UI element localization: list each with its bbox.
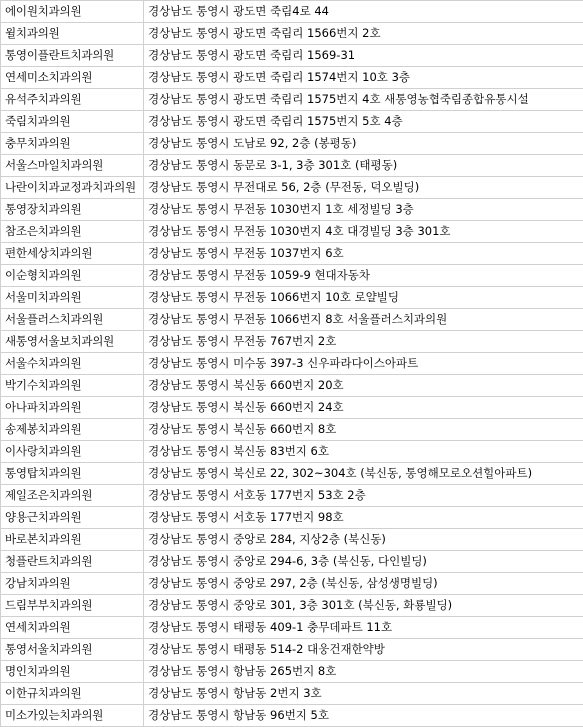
table-row: [1, 485, 583, 507]
clinic-address-cell: 경상남도 통영시 북신동 660번지 24호: [144, 397, 583, 419]
table-row: [1, 23, 583, 45]
clinic-name-cell: 통영이플란트치과의원: [1, 45, 144, 67]
table-row: [1, 67, 583, 89]
clinic-name-cell: 양용근치과의원: [1, 507, 144, 529]
table-row: [1, 419, 583, 441]
clinic-address-cell: 경상남도 통영시 무전동 1066번지 8호 서울플러스치과의원: [144, 309, 583, 331]
clinic-name-cell: 편한세상치과의원: [1, 243, 144, 265]
table-row: [1, 89, 583, 111]
clinic-name-cell: 미소가있는치과의원: [1, 705, 144, 727]
table-row: [1, 705, 583, 727]
clinic-address-cell: 경상남도 통영시 서호동 177번지 98호: [144, 507, 583, 529]
clinic-name-cell: 박기수치과의원: [1, 375, 144, 397]
clinic-name-cell: 서울플러스치과의원: [1, 309, 144, 331]
clinic-address-cell: 경상남도 통영시 북신동 660번지 8호: [144, 419, 583, 441]
clinic-address-cell: 경상남도 통영시 항남동 96번지 5호: [144, 705, 583, 727]
clinic-address-cell: 경상남도 통영시 무전동 1030번지 4호 대경빌딩 3층 301호: [144, 221, 583, 243]
clinic-name-cell: 새통영서울보치과의원: [1, 331, 144, 353]
clinic-address-cell: 경상남도 통영시 무전동 1037번지 6호: [144, 243, 583, 265]
clinic-address-cell: 경상남도 통영시 광도면 죽림4로 44: [144, 1, 583, 23]
table-row: [1, 661, 583, 683]
table-row: [1, 529, 583, 551]
clinic-address-cell: 경상남도 통영시 미수동 397-3 신우파라다이스아파트: [144, 353, 583, 375]
table-row: [1, 551, 583, 573]
clinic-name-cell: 연세미소치과의원: [1, 67, 144, 89]
clinic-name-cell: 에이원치과의원: [1, 1, 144, 23]
clinic-name-cell: 참조은치과의원: [1, 221, 144, 243]
clinic-address-cell: 경상남도 통영시 광도면 죽림리 1569-31: [144, 45, 583, 67]
table-row: [1, 133, 583, 155]
table-row: [1, 573, 583, 595]
table-row: [1, 507, 583, 529]
clinic-address-cell: 경상남도 통영시 북신동 660번지 20호: [144, 375, 583, 397]
clinic-address-cell: 경상남도 통영시 무전동 1030번지 1호 세정빌딩 3층: [144, 199, 583, 221]
clinic-address-cell: 경상남도 통영시 태평동 514-2 대웅건재한약방: [144, 639, 583, 661]
table-row: [1, 45, 583, 67]
table-row: [1, 595, 583, 617]
clinic-address-cell: 경상남도 통영시 북신로 22, 302~304호 (북신동, 통영해모로오션힐아파트): [144, 463, 583, 485]
clinic-address-cell: 경상남도 통영시 중앙로 294-6, 3층 (북신동, 다인빌딩): [144, 551, 583, 573]
clinic-address-cell: 경상남도 통영시 중앙로 301, 3층 301호 (북신동, 화룡빌딩): [144, 595, 583, 617]
clinic-name-cell: 이순형치과의원: [1, 265, 144, 287]
table-row: [1, 177, 583, 199]
clinic-name-cell: 송제봉치과의원: [1, 419, 144, 441]
clinic-name-cell: 강남치과의원: [1, 573, 144, 595]
table-row: [1, 683, 583, 705]
clinic-address-cell: 경상남도 통영시 중앙로 297, 2층 (북신동, 삼성생명빌딩): [144, 573, 583, 595]
table-row: [1, 287, 583, 309]
clinic-address-cell: 경상남도 통영시 북신동 83번지 6호: [144, 441, 583, 463]
clinic-name-cell: 통영탑치과의원: [1, 463, 144, 485]
table-row: [1, 1, 583, 23]
clinic-name-cell: 제일조은치과의원: [1, 485, 144, 507]
clinic-address-cell: 경상남도 통영시 무전동 767번지 2호: [144, 331, 583, 353]
table-row: [1, 265, 583, 287]
clinic-address-cell: 경상남도 통영시 무전동 1059-9 현대자동차: [144, 265, 583, 287]
clinic-name-cell: 나란이치과교정과치과의원: [1, 177, 144, 199]
clinic-name-cell: 서울수치과의원: [1, 353, 144, 375]
clinic-address-cell: 경상남도 통영시 무전동 1066번지 10호 로얄빌딩: [144, 287, 583, 309]
table-body: [1, 1, 583, 727]
clinic-address-cell: 경상남도 통영시 동문로 3-1, 3층 301호 (태평동): [144, 155, 583, 177]
clinic-name-cell: 충무치과의원: [1, 133, 144, 155]
clinic-address-cell: 경상남도 통영시 광도면 죽림리 1566번지 2호: [144, 23, 583, 45]
table-row: [1, 353, 583, 375]
clinic-address-cell: 경상남도 통영시 항남동 265번지 8호: [144, 661, 583, 683]
clinic-address-cell: 경상남도 통영시 광도면 죽림리 1575번지 5호 4층: [144, 111, 583, 133]
clinic-address-cell: 경상남도 통영시 도남로 92, 2층 (봉평동): [144, 133, 583, 155]
clinic-name-cell: 아나파치과의원: [1, 397, 144, 419]
clinic-name-cell: 드림부부치과의원: [1, 595, 144, 617]
table-row: [1, 639, 583, 661]
table-row: [1, 221, 583, 243]
clinic-name-cell: 윌치과의원: [1, 23, 144, 45]
clinic-name-cell: 통영장치과의원: [1, 199, 144, 221]
table-row: [1, 375, 583, 397]
table-row: [1, 199, 583, 221]
clinic-name-cell: 청플란트치과의원: [1, 551, 144, 573]
clinic-name-cell: 이한규치과의원: [1, 683, 144, 705]
table-row: [1, 331, 583, 353]
clinic-address-cell: 경상남도 통영시 무전대로 56, 2층 (무전동, 덕오빌딩): [144, 177, 583, 199]
table-row: [1, 463, 583, 485]
clinic-name-cell: 죽림치과의원: [1, 111, 144, 133]
clinic-address-cell: 경상남도 통영시 중앙로 284, 지상2층 (북신동): [144, 529, 583, 551]
clinic-address-cell: 경상남도 통영시 광도면 죽림리 1574번지 10호 3층: [144, 67, 583, 89]
clinic-address-cell: 경상남도 통영시 태평동 409-1 충무데파트 11호: [144, 617, 583, 639]
clinic-name-cell: 명인치과의원: [1, 661, 144, 683]
clinic-name-cell: 통영서울치과의원: [1, 639, 144, 661]
table-row: [1, 243, 583, 265]
clinic-address-cell: 경상남도 통영시 서호동 177번지 53호 2층: [144, 485, 583, 507]
table-row: [1, 309, 583, 331]
clinic-name-cell: 바로본치과의원: [1, 529, 144, 551]
clinic-name-cell: 서울스마일치과의원: [1, 155, 144, 177]
table-row: [1, 111, 583, 133]
clinic-address-cell: 경상남도 통영시 항남동 2번지 3호: [144, 683, 583, 705]
clinic-name-cell: 이사랑치과의원: [1, 441, 144, 463]
table-row: [1, 617, 583, 639]
table-row: [1, 441, 583, 463]
table-row: [1, 397, 583, 419]
table-row: [1, 155, 583, 177]
clinic-name-cell: 유석주치과의원: [1, 89, 144, 111]
clinic-name-cell: 서울미치과의원: [1, 287, 144, 309]
clinic-name-cell: 연세치과의원: [1, 617, 144, 639]
clinic-address-cell: 경상남도 통영시 광도면 죽림리 1575번지 4호 새통영농협죽림종합유통시설: [144, 89, 583, 111]
